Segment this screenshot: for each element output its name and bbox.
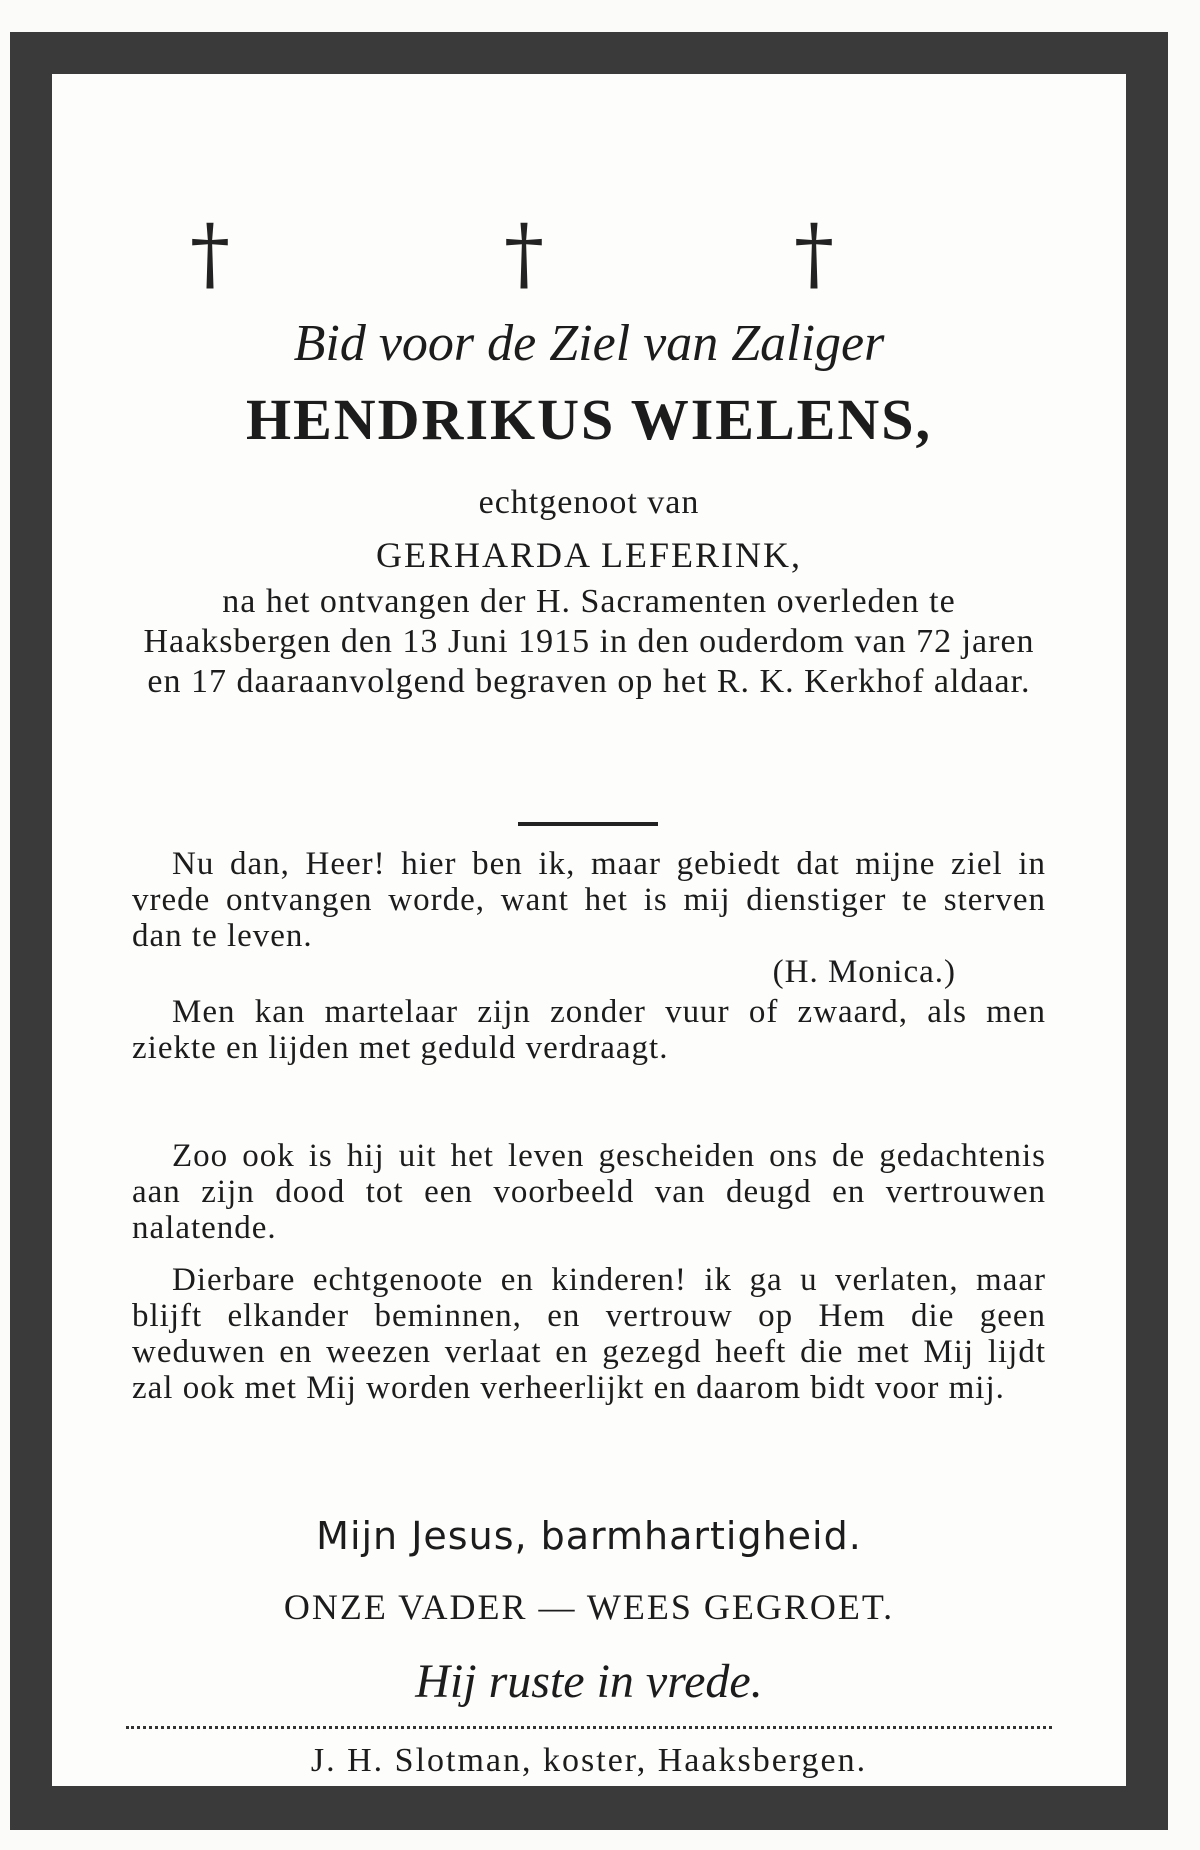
printer-credit: J. H. Slotman, koster, Haaksbergen. [310, 1742, 868, 1779]
deceased-name: HENDRIKUS WIELENS, [245, 387, 932, 452]
spouse-label: echtgenoot van [478, 484, 700, 521]
quote-text: Nu dan, Heer! hier ben ik, maar gebiedt dat mijne ziel in vrede ontvangen worde, want het is mij dienstiger te sterven dan te leven. [132, 846, 1046, 954]
prayer-mercy: Mijn Jesus, barmhartigheid. [316, 1514, 862, 1558]
mourning-card [52, 74, 1126, 1786]
quote-attribution: (H. Monica.) [772, 954, 956, 990]
paragraph-remembrance: Zoo ook is hij uit het leven gescheiden ons de gedachtenis aan zijn dood tot een voorbeeld van deugd en vertrouwen nalatende. [132, 1138, 1046, 1246]
prayer-our-father: ONZE VADER — WEES GEGROET. [283, 1587, 895, 1627]
divider [518, 822, 658, 826]
cross-icon-center: † [504, 207, 544, 300]
rest-in-peace: Hij ruste in vrede. [415, 1655, 763, 1708]
dotted-divider [126, 1726, 1052, 1729]
quote-paragraph [132, 846, 1046, 990]
paragraph-farewell: Dierbare echtgenoote en kinderen! ik ga u verlaten, maar blijft elkander beminnen, en vertrouw op Hem die geen weduwen en weezen verlaat en gezegd heeft die met Mij lijdt zal ook met Mij worden verheerlijkt en daarom bidt voor mij. [132, 1262, 1046, 1406]
cross-icon-left: † [190, 207, 230, 300]
spouse-name: GERHARDA LEFERINK, [375, 535, 802, 575]
death-announcement: na het ontvangen der H. Sacramenten overleden te Haaksbergen den 13 Juni 1915 in den ouderdom van 72 jaren en 17 daaraanvolgend begraven op het R. K. Kerkhof aldaar. [143, 583, 1035, 700]
paragraph-martyr: Men kan martelaar zijn zonder vuur of zwaard, als men ziekte en lijden met geduld verdraagt. [132, 994, 1046, 1066]
cross-icon-right: † [794, 207, 834, 300]
mourning-card-border [10, 32, 1168, 1830]
heading: Bid voor de Ziel van Zaliger [293, 315, 885, 372]
